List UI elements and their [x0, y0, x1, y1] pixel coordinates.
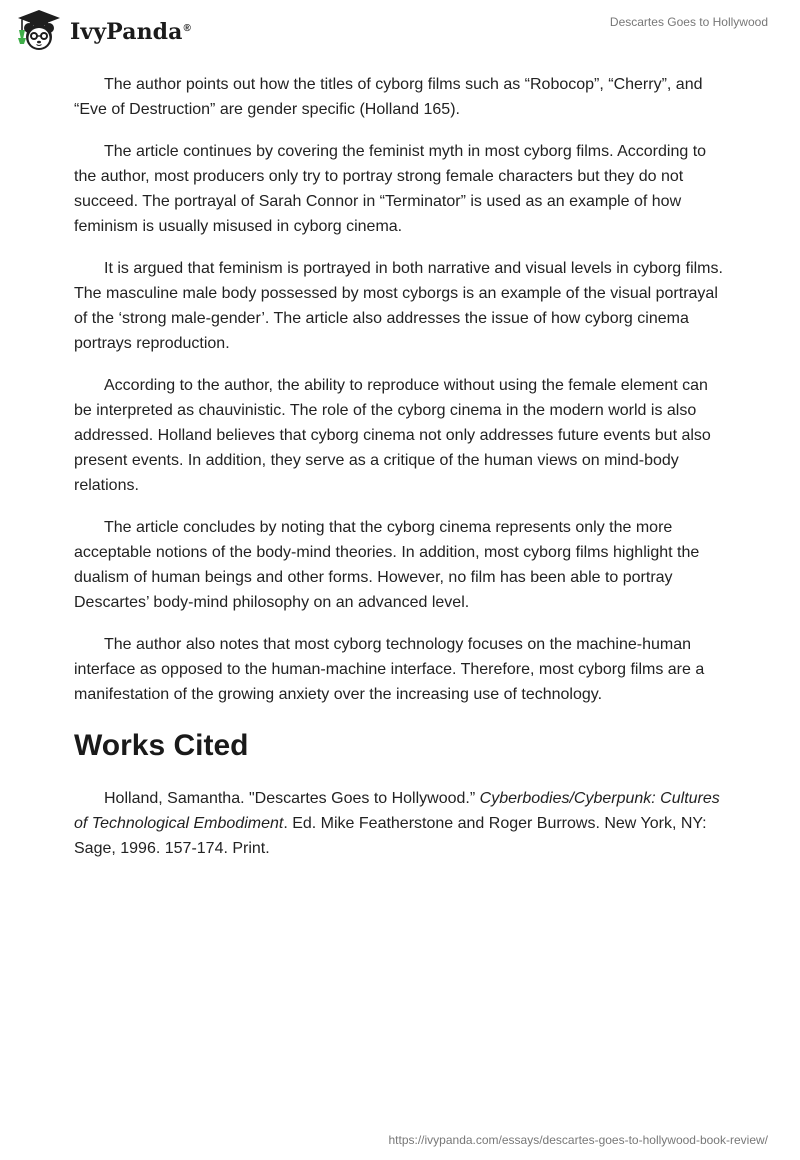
works-cited-heading: Works Cited	[74, 729, 249, 762]
paragraph: The article concludes by noting that the cyborg cinema represents only the more acceptable notions of the body-mind theories. In addition, most cyborg films highlight the dualism of human beings and other forms. However, no film has been able to portray Descartes’ body-mind philosophy on an advanced level.	[74, 519, 700, 611]
citation-source-title: Cyberbodies/Cyberpunk: Cultures of Technological Embodiment	[74, 790, 720, 832]
paragraph: The article continues by covering the feminist myth in most cyborg films. According to the author, most producers only try to portray strong female characters but they do not succeed. The portrayal of Sarah Connor in “Terminator” is used as an example of how feminism is usually misused in cyborg cinema.	[74, 143, 707, 235]
essay-content	[74, 72, 724, 878]
citation-entry	[74, 786, 724, 861]
paragraph: The author points out how the titles of cyborg films such as “Robocop”, “Cherry”, and “Eve of Destruction” are gender specific (Holland 165).	[74, 76, 703, 118]
paragraph: It is argued that feminism is portrayed in both narrative and visual levels in cyborg films. The masculine male body possessed by most cyborgs is an example of the visual portrayal of the ‘strong male-gender’. The article also addresses the issue of how cyborg cinema portrays reproduction.	[74, 260, 723, 352]
page-header	[0, 0, 800, 60]
ivypanda-logo[interactable]	[14, 8, 191, 52]
registered-mark: ®	[183, 22, 191, 34]
citation-author-title: Holland, Samantha. "Descartes Goes to Hollywood.”	[104, 790, 480, 807]
document-title: Descartes Goes to Hollywood	[609, 15, 768, 29]
source-url[interactable]: https://ivypanda.com/essays/descartes-goes-to-hollywood-book-review/	[388, 1133, 768, 1147]
paragraph: The author also notes that most cyborg technology focuses on the machine-human interface as opposed to the human-machine interface. Therefore, most cyborg films are a manifestation of the growing anxiety over the increasing use of technology.	[74, 636, 705, 703]
logo-wordmark	[70, 19, 191, 45]
citation-details: . Ed. Mike Featherstone and Roger Burrows. New York, NY: Sage, 1996. 157-174. Print.	[74, 815, 707, 857]
logo-name: IvyPanda	[70, 19, 183, 45]
paragraph: According to the author, the ability to reproduce without using the female element can be interpreted as chauvinistic. The role of the cyborg cinema in the modern world is also addressed. Holland believes that cyborg cinema not only addresses future events but also present events. In addition, they serve as a critique of the human views on mind-body relations.	[74, 377, 711, 494]
panda-graduate-icon	[14, 8, 64, 52]
